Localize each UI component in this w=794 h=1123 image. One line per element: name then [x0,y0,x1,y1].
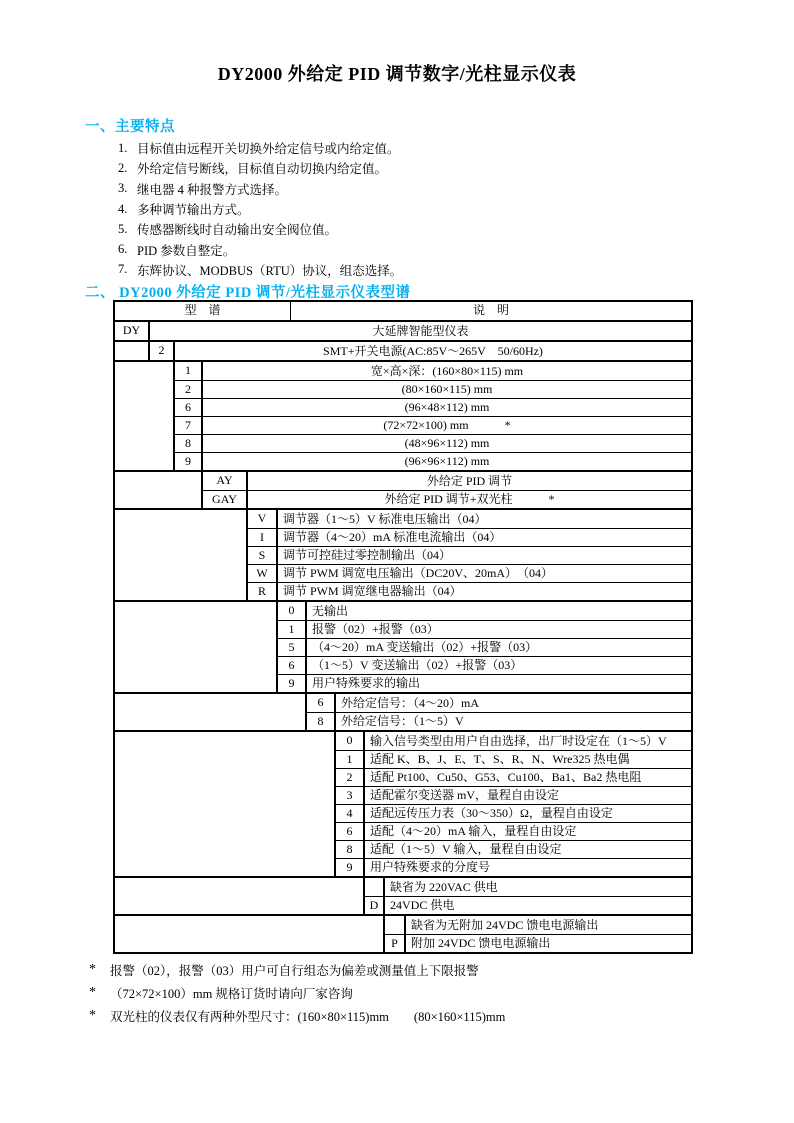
model-description-cell: (48×96×112) mm [404,436,490,450]
table-group-spacer [115,694,307,730]
table-row [336,768,691,786]
table-row [278,638,691,656]
model-description-cell: (96×48×112) mm [404,400,490,414]
model-description-cell: 缺省为 220VAC 供电 [390,879,498,894]
table-row [307,694,691,712]
model-code-cell: 1 [278,621,307,638]
table-row [203,472,691,490]
model-description-cell: 宽×高×深：(160×80×115) mm [370,363,524,378]
table-row [278,602,691,620]
table-row [248,510,691,528]
table-row [150,342,691,360]
table-row [365,896,691,914]
feature-number: 3. [118,181,128,196]
model-code-cell: S [248,547,278,564]
table-group-rows [278,602,691,692]
model-code-cell: D [365,897,385,914]
model-description-cell: 适配（4～20）mA 输入，量程自由设定 [370,824,577,838]
table-row [336,804,691,822]
table-group-rows [203,472,691,508]
table-group-rows [175,362,691,470]
model-code-cell: 6 [336,823,365,840]
table-row [175,362,691,380]
model-description-cell: 用户特殊要求的输出 [312,676,421,690]
table-group-spacer [115,878,365,914]
table-row [115,322,691,340]
section1-heading: 一、主要特点 [85,119,175,135]
table-row [248,582,691,600]
model-code-cell [385,916,406,934]
model-description-cell: 外给定 PID 调节+双光柱 * [384,492,555,506]
table-group [115,600,691,692]
table-row [278,620,691,638]
model-description-cell: (80×160×115) mm [401,382,493,396]
table-row [336,750,691,768]
model-code-cell: DY [115,322,150,340]
table-row [278,674,691,692]
table-group-spacer [115,472,203,508]
table-group [115,360,691,470]
table-group-rows [336,732,691,876]
footnote-text: 双光柱的仪表仅有两种外型尺寸：(160×80×115)mm (80×160×115)mm [110,1009,506,1024]
model-description-cell: 调节器（4～20）mA 标准电流输出（04） [283,530,502,544]
feature-item [118,260,402,280]
model-description-cell: 调节可控硅过零控制输出（04） [283,548,452,562]
model-description-cell: 调节器（1～5）V 标准电压输出（04） [283,511,487,526]
footnote-item [89,958,505,981]
table-group-rows [307,694,691,730]
feature-item [118,138,402,158]
model-description-cell: （4～20）mA 变送输出（02）+报警（03） [312,640,538,654]
table-row [278,656,691,674]
model-description-cell: (96×96×112) mm [404,454,490,468]
table-row [336,822,691,840]
model-code-cell: 0 [278,602,307,620]
model-code-cell: 6 [278,657,307,674]
model-description-cell: （1～5）V 变送输出（02）+报警（03） [312,658,523,672]
model-code-cell: GAY [203,491,248,508]
table-row [336,840,691,858]
table-group-rows [248,510,691,600]
table-row [203,490,691,508]
model-code-cell: 6 [307,694,336,712]
table-group-spacer [115,510,248,600]
model-code-cell: 9 [278,675,307,692]
model-description-cell: 输入信号类型由用户自由选择，出厂时设定在（1～5）V [370,733,667,748]
table-group [115,340,691,360]
model-code-cell: 8 [336,841,365,858]
table-row [385,934,691,952]
model-code-cell: 0 [336,732,365,750]
feature-text: 多种调节输出方式。 [137,203,250,218]
model-description-cell: 报警（02）+报警（03） [312,622,439,636]
feature-text: 外给定信号断线，目标值自动切换内给定值。 [137,162,388,177]
table-group [115,876,691,914]
feature-item [118,179,402,199]
table-group-spacer [115,342,150,360]
table-group [115,320,691,340]
feature-text: 目标值由远程开关切换外给定信号或内给定值。 [137,142,400,157]
model-code-cell: 8 [175,435,203,452]
table-group-rows [115,322,691,340]
table-group-spacer [115,916,385,952]
footnote-item [89,1004,505,1027]
model-description-cell: 外给定 PID 调节 [426,473,513,488]
feature-item [118,158,402,178]
model-description-cell: 适配 K、B、J、E、T、S、R、N、Wre325 热电偶 [370,752,630,766]
table-group-spacer [115,732,336,876]
model-description-cell: 适配远传压力表（30～350）Ω，量程自由设定 [370,806,613,820]
model-code-cell: V [248,510,278,528]
model-code-cell: 1 [336,751,365,768]
feature-item [118,219,402,239]
model-description-cell: (72×72×100) mm * [383,418,511,432]
table-group [115,730,691,876]
table-group-spacer [115,362,175,470]
feature-number: 6. [118,242,128,257]
section2-heading: 二、 DY2000 外给定 PID 调节/光柱显示仪表型谱 [85,285,411,301]
footnote-marker: * [89,984,96,1000]
model-code-cell: AY [203,472,248,490]
model-code-cell: 8 [307,713,336,730]
table-row [248,564,691,582]
features-list [118,138,402,280]
model-description-cell: 适配 Pt100、Cu50、G53、Cu100、Ba1、Ba2 热电阻 [370,770,642,784]
model-description-cell: 24VDC 供电 [390,898,455,912]
model-code-cell: 3 [336,787,365,804]
document-title: DY2000 外给定 PID 调节数字/光柱显示仪表 [217,64,577,84]
model-code-cell: 9 [336,859,365,876]
table-row [336,732,691,750]
model-code-cell [365,878,385,896]
model-description-cell: 无输出 [312,603,349,618]
table-row [248,528,691,546]
footnote-marker: * [89,961,96,977]
footnote-item [89,981,505,1004]
footnote-text: （72×72×100）mm 规格订货时请向厂家咨询 [110,986,353,1001]
table-row [307,712,691,730]
model-description-cell: 调节 PWM 调宽电压输出（DC20V、20mA） （04） [283,566,554,580]
footnote-marker: * [89,1007,96,1023]
feature-number: 1. [118,140,128,155]
table-row [336,786,691,804]
table-group [115,470,691,508]
table-row [248,546,691,564]
table-group-rows [385,916,691,952]
model-code-cell: R [248,583,278,600]
table-groups [115,320,691,952]
table-header-desc: 说 明 [472,303,509,317]
footnotes [89,958,505,1027]
table-group-rows [365,878,691,914]
model-code-cell: 5 [278,639,307,656]
model-code-cell: I [248,529,278,546]
table-header-model: 型 谱 [115,302,291,320]
table-row [175,380,691,398]
feature-number: 4. [118,201,128,216]
table-row [336,858,691,876]
model-code-cell: P [385,935,406,952]
model-description-cell: 适配（1～5）V 输入，量程自由设定 [370,842,562,856]
table-row [175,434,691,452]
model-code-cell: W [248,565,278,582]
model-description-cell: 大延牌智能型仪表 [372,323,469,338]
table-header-row [115,302,691,320]
table-row [175,398,691,416]
footnote-text: 报警（02），报警（03）用户可自行组态为偏差或测量值上下限报警 [110,963,479,978]
table-row [175,452,691,470]
feature-number: 5. [118,221,128,236]
table-group [115,692,691,730]
table-group-rows [150,342,691,360]
model-description-cell: 外给定信号：（4～20）mA [341,695,480,710]
table-row [175,416,691,434]
model-code-cell: 7 [175,417,203,434]
feature-text: 继电器 4 种报警方式选择。 [137,182,288,197]
table-group [115,508,691,600]
feature-text: PID 参数自整定。 [137,243,236,258]
model-description-cell: 附加 24VDC 馈电电源输出 [411,936,551,950]
model-description-cell: 适配霍尔变送器 mV，量程自由设定 [370,788,560,802]
model-description-cell: 外给定信号：（1～5）V [341,714,464,728]
feature-number: 7. [118,262,128,277]
model-description-cell: 调节 PWM 调宽继电器输出（04） [283,584,462,598]
table-group [115,914,691,952]
model-code-cell: 2 [175,381,203,398]
model-description-cell: 用户特殊要求的分度号 [370,860,491,874]
feature-item [118,239,402,259]
model-code-cell: 1 [175,362,203,380]
model-description-cell: SMT+开关电源(AC:85V～265V 50/60Hz) [323,343,543,358]
table-row [385,916,691,934]
model-code-cell: 2 [150,342,175,360]
model-description-cell: 缺省为无附加 24VDC 馈电电源输出 [411,917,599,932]
feature-text: 东辉协议、MODBUS（RTU）协议，组态选择。 [137,263,403,278]
model-code-cell: 2 [336,769,365,786]
feature-text: 传感器断线时自动输出安全阀位值。 [137,223,338,238]
table-group-spacer [115,602,278,692]
feature-item [118,199,402,219]
model-code-cell: 6 [175,399,203,416]
model-code-cell: 9 [175,453,203,470]
model-spectrum-table [113,300,693,954]
model-code-cell: 4 [336,805,365,822]
feature-number: 2. [118,160,128,175]
table-row [365,878,691,896]
